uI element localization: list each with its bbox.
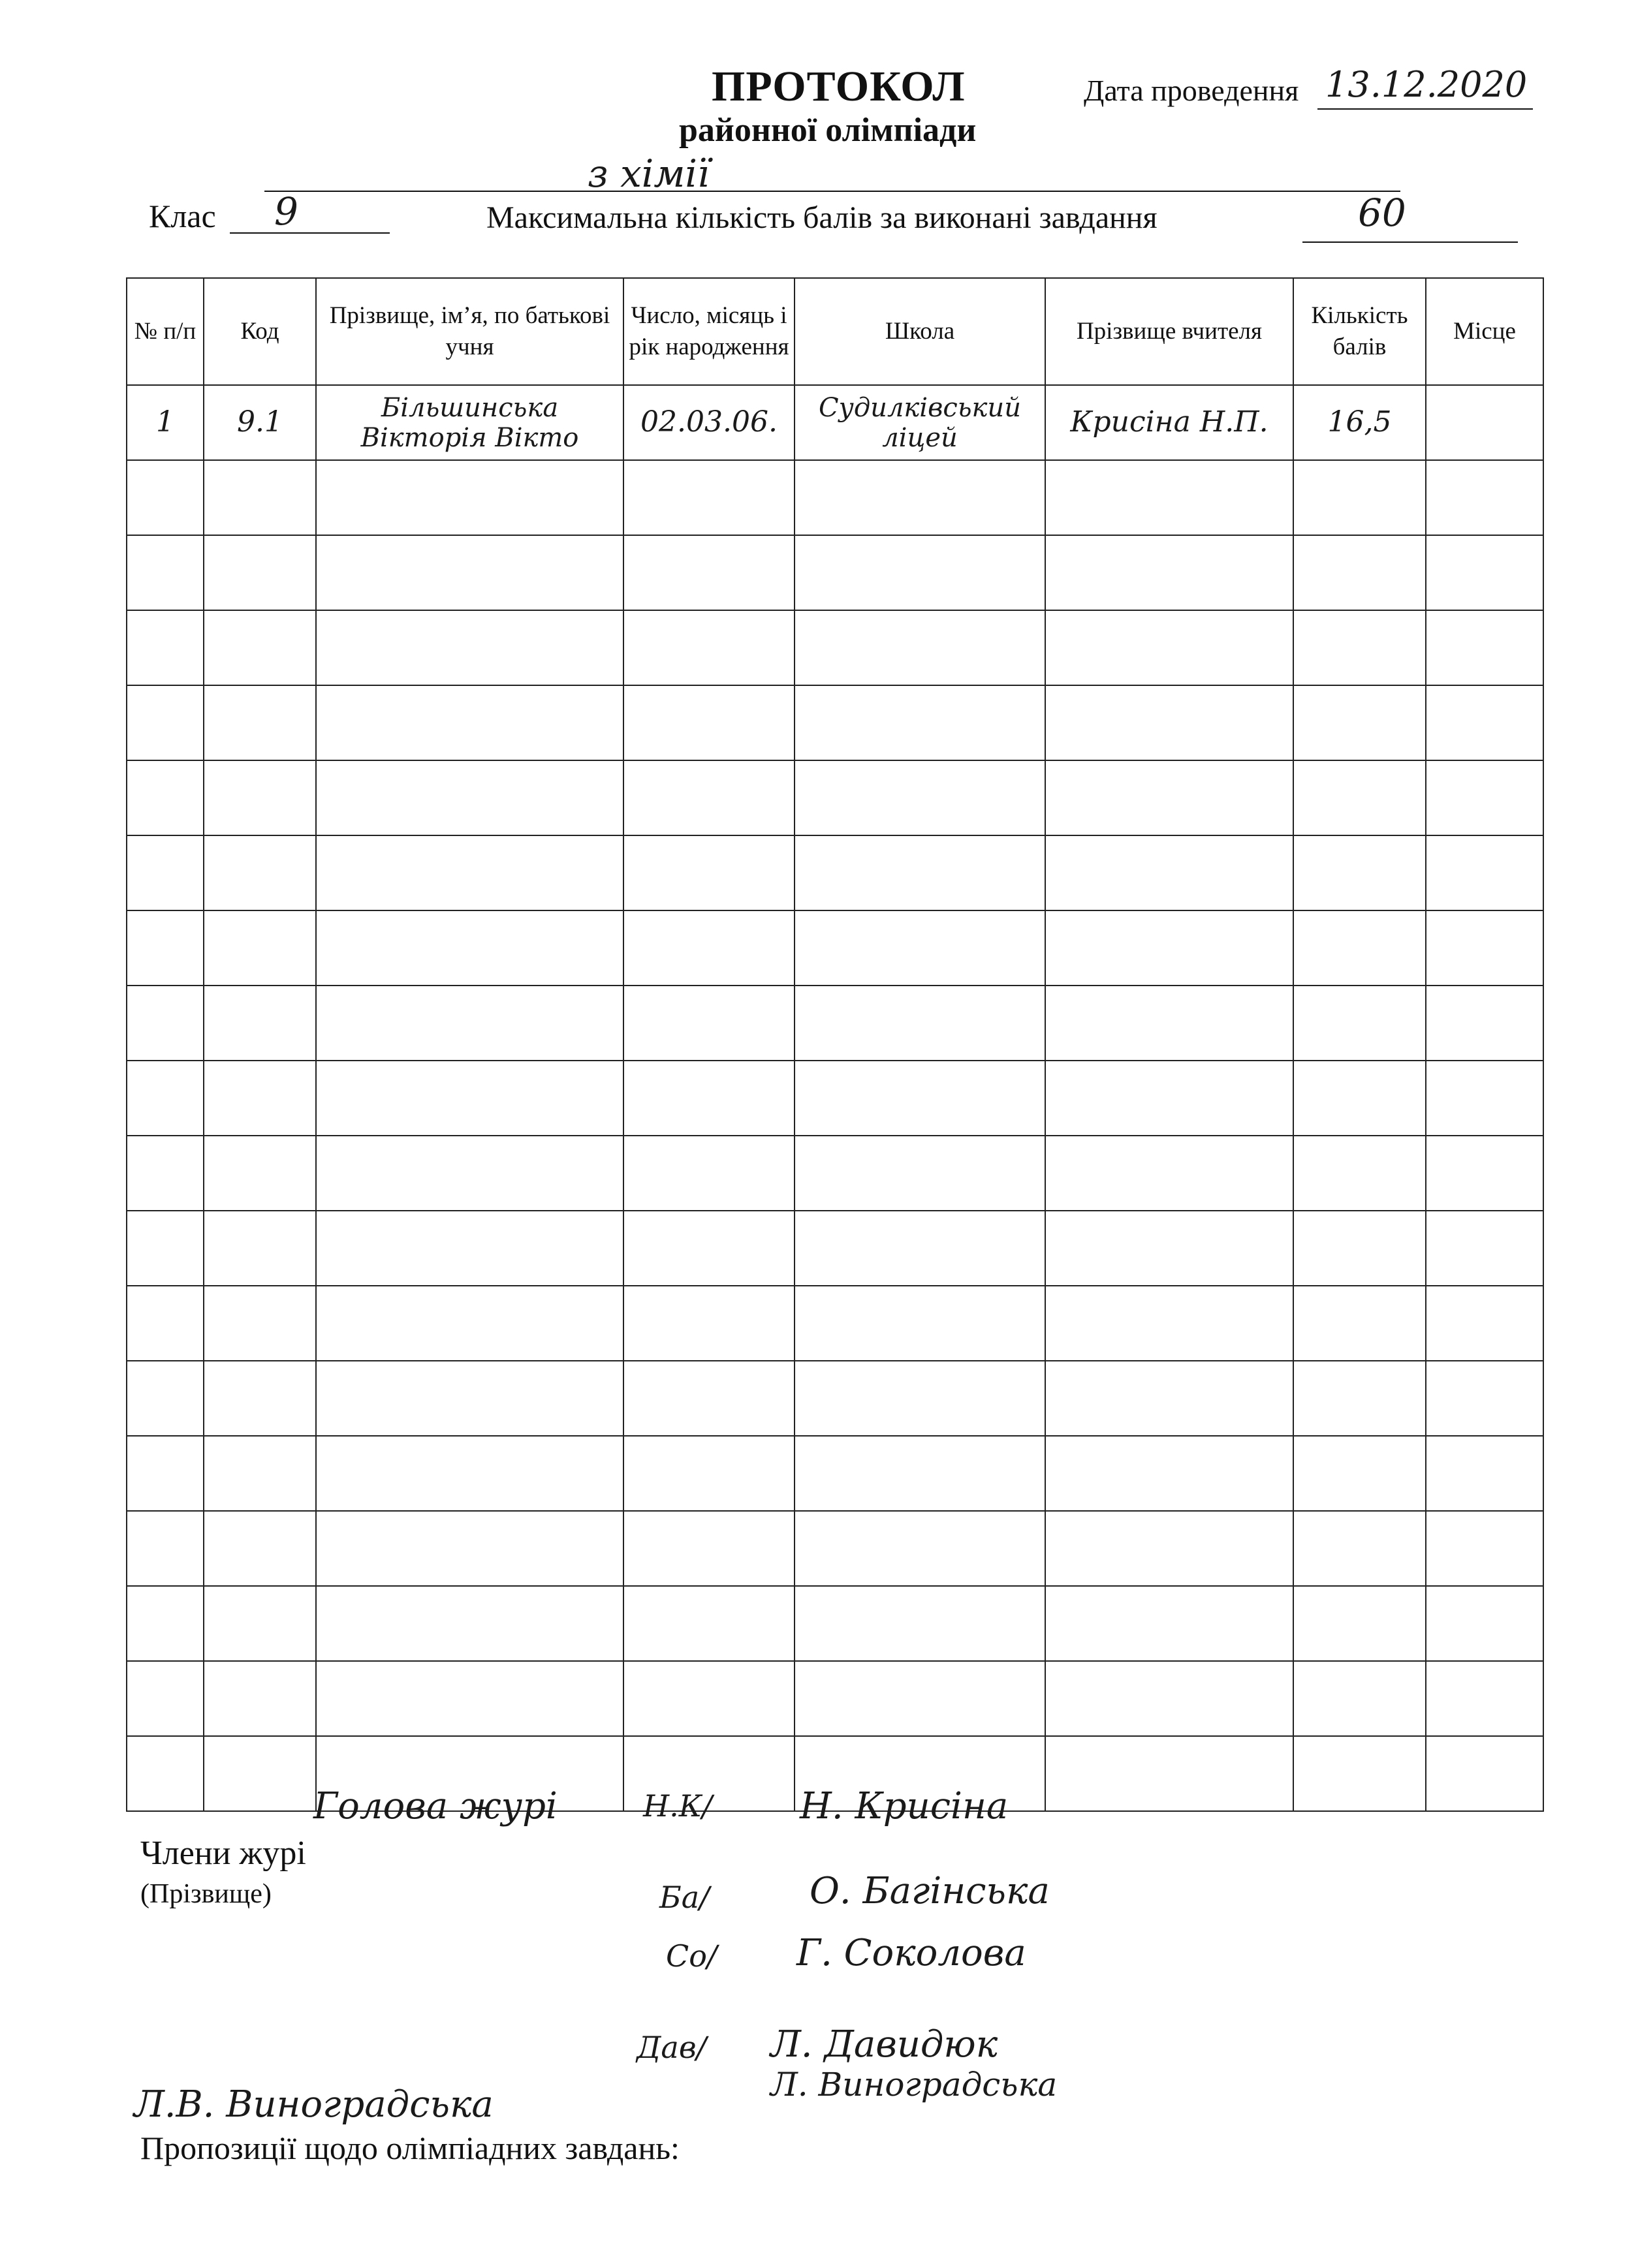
subject-underline	[264, 191, 1400, 192]
jury-member: Н. Крисіна	[800, 1785, 1009, 1827]
cell-birth-date	[623, 1211, 795, 1286]
cell-birth-date	[623, 1436, 795, 1511]
cell-place	[1426, 1661, 1543, 1736]
cell-school	[795, 1061, 1045, 1136]
cell-place	[1426, 460, 1543, 535]
cell-number	[127, 760, 204, 835]
cell-student-name	[316, 910, 623, 986]
cell-place	[1426, 1286, 1543, 1361]
table-row	[127, 760, 1543, 835]
jury-member: О. Багінська	[810, 1870, 1050, 1912]
cell-student-name: Більшинська Вікторія Вікто	[316, 385, 623, 460]
table-row	[127, 1361, 1543, 1436]
table-row	[127, 986, 1543, 1061]
cell-student-name	[316, 1436, 623, 1511]
jury-member: Г. Соколова	[796, 1932, 1026, 1974]
jury-members-label: Члени журі	[140, 1835, 306, 1872]
signature-mark: Н.К/	[643, 1788, 712, 1824]
results-table	[126, 277, 1544, 1812]
cell-points	[1293, 1586, 1426, 1661]
cell-teacher	[1045, 535, 1293, 610]
cell-points	[1293, 760, 1426, 835]
table-row	[127, 910, 1543, 986]
cell-code	[204, 1736, 316, 1811]
cell-place	[1426, 910, 1543, 986]
class-underline	[230, 232, 390, 234]
cell-place	[1426, 835, 1543, 910]
cell-points	[1293, 1286, 1426, 1361]
cell-student-name	[316, 1211, 623, 1286]
cell-teacher	[1045, 1286, 1293, 1361]
cell-school	[795, 1436, 1045, 1511]
cell-school	[795, 610, 1045, 685]
surname-hint: (Прізвище)	[140, 1879, 272, 1909]
cell-birth-date	[623, 1586, 795, 1661]
cell-school	[795, 1661, 1045, 1736]
cell-student-name	[316, 1061, 623, 1136]
max-points-underline	[1302, 241, 1518, 243]
cell-place	[1426, 1061, 1543, 1136]
cell-code	[204, 986, 316, 1061]
cell-school: Судилківський ліцей	[795, 385, 1045, 460]
max-points-value: 60	[1358, 191, 1406, 235]
cell-code	[204, 910, 316, 986]
cell-place	[1426, 610, 1543, 685]
cell-school	[795, 835, 1045, 910]
cell-points	[1293, 1361, 1426, 1436]
cell-birth-date	[623, 986, 795, 1061]
cell-school	[795, 760, 1045, 835]
cell-number	[127, 1586, 204, 1661]
cell-birth-date	[623, 685, 795, 760]
jury-member: Л. Виноградська	[770, 2066, 1058, 2104]
cell-points	[1293, 1136, 1426, 1211]
cell-number	[127, 460, 204, 535]
cell-teacher	[1045, 1211, 1293, 1286]
protocol-title: ПРОТОКОЛ	[712, 63, 966, 110]
cell-code	[204, 1286, 316, 1361]
cell-birth-date	[623, 835, 795, 910]
cell-student-name	[316, 610, 623, 685]
jury-head-label: Голова журі	[313, 1785, 558, 1827]
cell-teacher	[1045, 610, 1293, 685]
cell-place	[1426, 1436, 1543, 1511]
cell-teacher	[1045, 1136, 1293, 1211]
cell-teacher	[1045, 1736, 1293, 1811]
cell-teacher	[1045, 1436, 1293, 1511]
cell-code	[204, 1361, 316, 1436]
table-row	[127, 535, 1543, 610]
cell-number	[127, 685, 204, 760]
table-row	[127, 1436, 1543, 1511]
cell-number	[127, 1736, 204, 1811]
cell-number: 1	[127, 385, 204, 460]
column-header-school: Школа	[795, 278, 1045, 385]
protocol-subtitle: районної олімпіади	[679, 112, 977, 149]
cell-place	[1426, 685, 1543, 760]
cell-place	[1426, 1586, 1543, 1661]
table-row	[127, 385, 1543, 460]
cell-number	[127, 835, 204, 910]
cell-teacher: Крисіна Н.П.	[1045, 385, 1293, 460]
cell-number	[127, 610, 204, 685]
cell-points	[1293, 835, 1426, 910]
cell-teacher	[1045, 1511, 1293, 1586]
table-row	[127, 460, 1543, 535]
cell-birth-date	[623, 535, 795, 610]
cell-code	[204, 610, 316, 685]
cell-number	[127, 1511, 204, 1586]
cell-code	[204, 1511, 316, 1586]
date-label: Дата проведення	[1084, 74, 1299, 107]
cell-place	[1426, 535, 1543, 610]
cell-school	[795, 535, 1045, 610]
cell-code	[204, 460, 316, 535]
column-header-student-name: Прізвище, ім’я, по батькові учня	[316, 278, 623, 385]
cell-points	[1293, 685, 1426, 760]
table-header-row	[127, 278, 1543, 385]
cell-student-name	[316, 986, 623, 1061]
cell-points	[1293, 1661, 1426, 1736]
cell-teacher	[1045, 1361, 1293, 1436]
cell-code	[204, 1661, 316, 1736]
cell-points	[1293, 986, 1426, 1061]
proposals-label: Пропозиції щодо олімпіадних завдань:	[140, 2130, 680, 2166]
table-row	[127, 1136, 1543, 1211]
cell-student-name	[316, 535, 623, 610]
cell-place	[1426, 986, 1543, 1061]
cell-birth-date	[623, 910, 795, 986]
column-header-number: № п/п	[127, 278, 204, 385]
column-header-teacher: Прізвище вчителя	[1045, 278, 1293, 385]
cell-code	[204, 1136, 316, 1211]
cell-student-name	[316, 1586, 623, 1661]
cell-student-name	[316, 1511, 623, 1586]
cell-student-name	[316, 460, 623, 535]
cell-birth-date	[623, 460, 795, 535]
proposal-signature: Л.В. Виноградська	[134, 2083, 494, 2126]
cell-place	[1426, 1211, 1543, 1286]
cell-number	[127, 1211, 204, 1286]
cell-code	[204, 1436, 316, 1511]
cell-student-name	[316, 835, 623, 910]
jury-member: Л. Давидюк	[770, 2023, 998, 2066]
cell-school	[795, 1586, 1045, 1661]
cell-teacher	[1045, 685, 1293, 760]
cell-school	[795, 685, 1045, 760]
table-row	[127, 1286, 1543, 1361]
cell-student-name	[316, 1136, 623, 1211]
table-row	[127, 1586, 1543, 1661]
cell-birth-date: 02.03.06.	[623, 385, 795, 460]
cell-number	[127, 1436, 204, 1511]
date-underline	[1317, 108, 1533, 110]
cell-birth-date	[623, 1286, 795, 1361]
cell-points: 16,5	[1293, 385, 1426, 460]
table-row	[127, 1211, 1543, 1286]
cell-school	[795, 986, 1045, 1061]
table-row	[127, 1061, 1543, 1136]
subject-value: з хімії	[588, 151, 710, 196]
cell-points	[1293, 460, 1426, 535]
class-value: 9	[274, 189, 298, 234]
cell-points	[1293, 1436, 1426, 1511]
cell-teacher	[1045, 910, 1293, 986]
cell-number	[127, 986, 204, 1061]
cell-teacher	[1045, 1061, 1293, 1136]
table-row	[127, 1661, 1543, 1736]
cell-teacher	[1045, 760, 1293, 835]
cell-school	[795, 1136, 1045, 1211]
cell-place	[1426, 385, 1543, 460]
table-row	[127, 685, 1543, 760]
cell-student-name	[316, 1286, 623, 1361]
cell-birth-date	[623, 1511, 795, 1586]
cell-teacher	[1045, 1661, 1293, 1736]
cell-birth-date	[623, 1061, 795, 1136]
column-header-place: Місце	[1426, 278, 1543, 385]
cell-place	[1426, 1136, 1543, 1211]
cell-school	[795, 460, 1045, 535]
column-header-code: Код	[204, 278, 316, 385]
cell-school	[795, 1286, 1045, 1361]
table-row	[127, 610, 1543, 685]
cell-number	[127, 910, 204, 986]
cell-points	[1293, 1511, 1426, 1586]
cell-code	[204, 835, 316, 910]
cell-school	[795, 1211, 1045, 1286]
cell-student-name	[316, 1661, 623, 1736]
table-row	[127, 1511, 1543, 1586]
cell-place	[1426, 760, 1543, 835]
cell-teacher	[1045, 460, 1293, 535]
signature-mark: Со/	[666, 1938, 717, 1974]
cell-birth-date	[623, 1136, 795, 1211]
column-header-birth-date: Число, місяць і рік народження	[623, 278, 795, 385]
cell-number	[127, 1286, 204, 1361]
cell-number	[127, 1061, 204, 1136]
max-points-label: Максимальна кількість балів за виконані завдання	[486, 200, 1158, 235]
cell-code	[204, 685, 316, 760]
cell-student-name	[316, 685, 623, 760]
cell-place	[1426, 1736, 1543, 1811]
cell-teacher	[1045, 1586, 1293, 1661]
cell-code	[204, 1061, 316, 1136]
cell-code	[204, 535, 316, 610]
cell-code	[204, 760, 316, 835]
cell-place	[1426, 1511, 1543, 1586]
cell-student-name	[316, 760, 623, 835]
cell-points	[1293, 1061, 1426, 1136]
cell-student-name	[316, 1361, 623, 1436]
column-header-points: Кількість балів	[1293, 278, 1426, 385]
signature-mark: Дав/	[637, 2030, 707, 2065]
cell-points	[1293, 610, 1426, 685]
cell-code	[204, 1211, 316, 1286]
cell-points	[1293, 1736, 1426, 1811]
cell-number	[127, 1136, 204, 1211]
cell-points	[1293, 535, 1426, 610]
cell-birth-date	[623, 610, 795, 685]
cell-school	[795, 910, 1045, 986]
cell-place	[1426, 1361, 1543, 1436]
cell-code: 9.1	[204, 385, 316, 460]
cell-school	[795, 1511, 1045, 1586]
cell-birth-date	[623, 1361, 795, 1436]
class-label: Клас	[149, 198, 216, 234]
cell-points	[1293, 1211, 1426, 1286]
cell-points	[1293, 910, 1426, 986]
cell-birth-date	[623, 1661, 795, 1736]
table-row	[127, 835, 1543, 910]
signature-mark: Ба/	[659, 1880, 710, 1915]
cell-birth-date	[623, 760, 795, 835]
cell-school	[795, 1361, 1045, 1436]
cell-number	[127, 535, 204, 610]
date-value: 13.12.2020	[1325, 64, 1528, 105]
cell-teacher	[1045, 835, 1293, 910]
cell-teacher	[1045, 986, 1293, 1061]
cell-number	[127, 1361, 204, 1436]
cell-number	[127, 1661, 204, 1736]
cell-code	[204, 1586, 316, 1661]
